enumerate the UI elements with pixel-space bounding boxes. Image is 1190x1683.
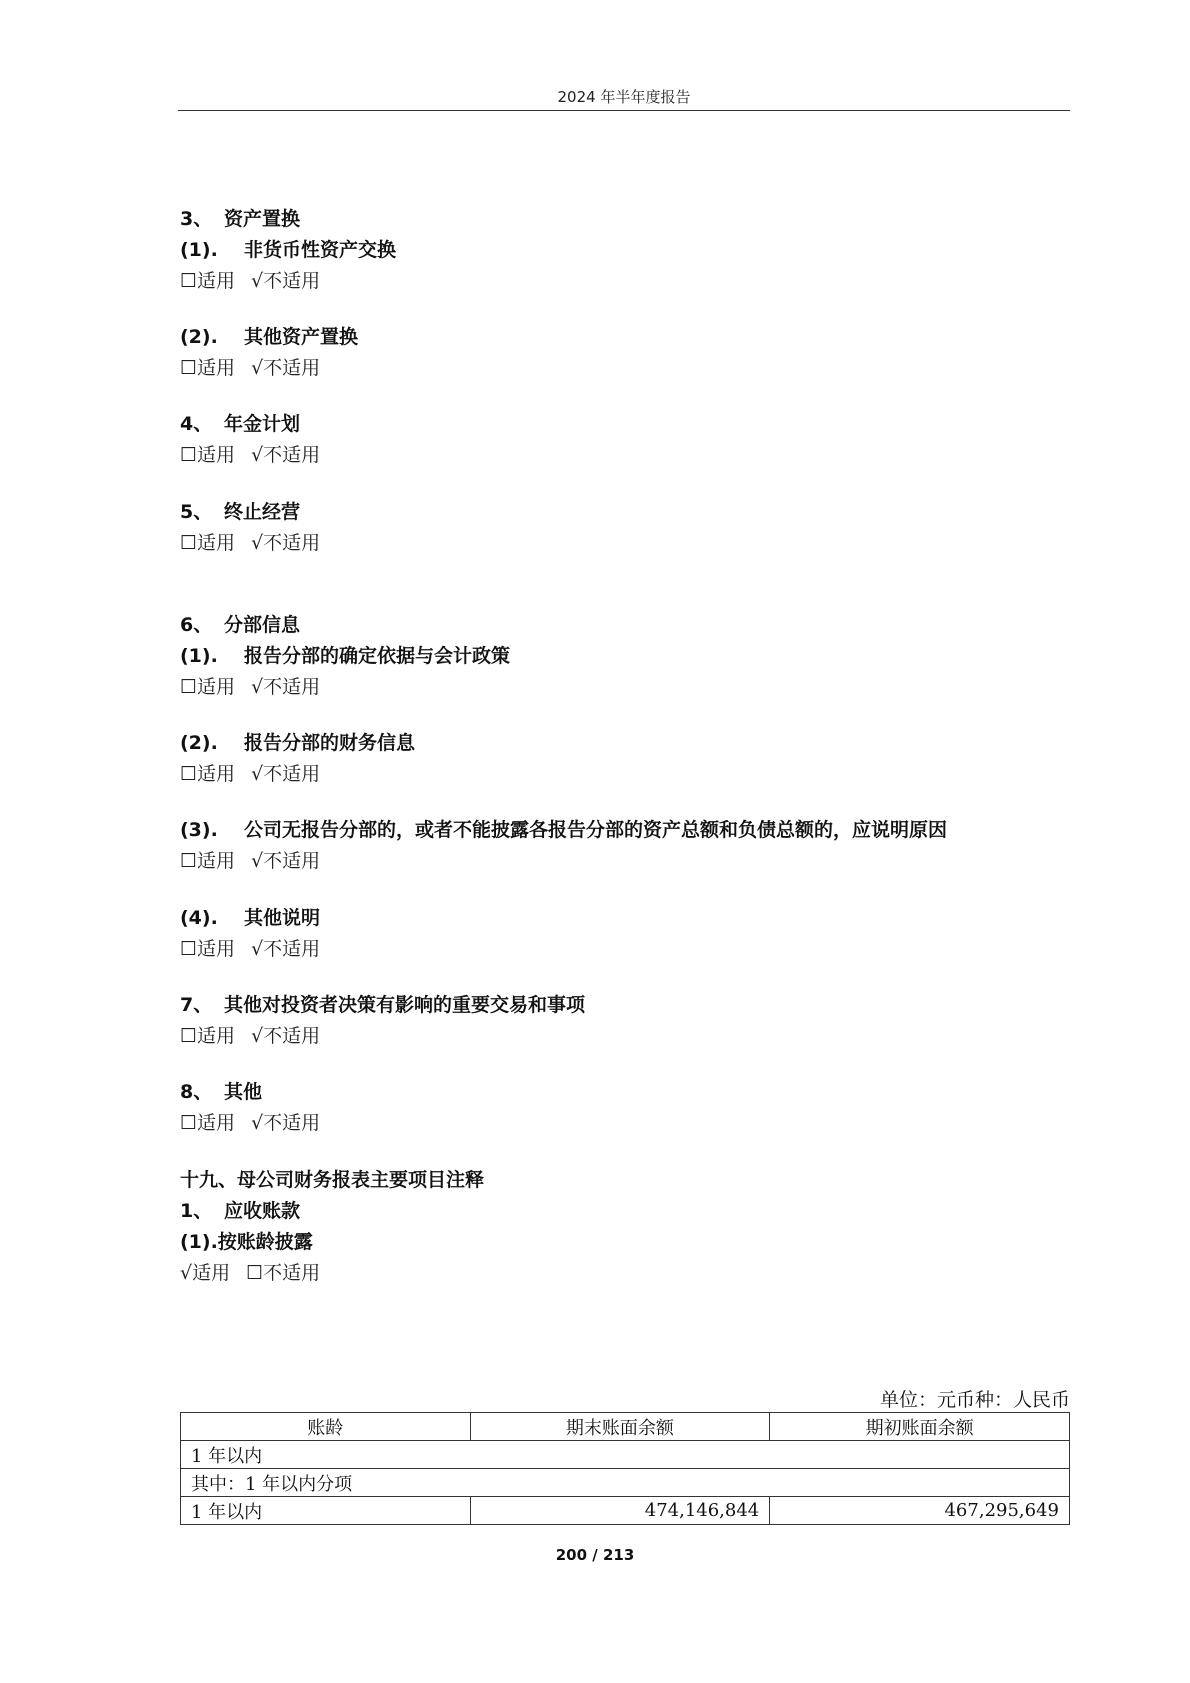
option-applicable: 适用 [197,270,236,292]
ending-balance-cell: 474,146,844 [470,1497,770,1525]
option-applicable: 适用 [197,676,236,698]
applicability-row [180,356,320,380]
unchecked-box-icon: ☐ [180,1112,198,1134]
subsection-title: 其他资产置换 [244,326,359,348]
checkmark-icon: √ [251,850,264,872]
subsection-number: (2). [180,732,218,754]
section-3-1-heading [180,238,396,262]
section-19-1-1-heading: (1).按账龄披露 [180,1231,313,1253]
unchecked-box-icon: ☐ [180,763,198,785]
unchecked-box-icon: ☐ [180,1025,198,1047]
column-header: 账龄 [181,1413,471,1441]
section-6-4-heading [180,906,320,930]
option-not-applicable: 不适用 [263,532,321,554]
checkmark-icon: √ [251,763,264,785]
section-number: 8、 [180,1081,213,1103]
applicability-row [180,849,320,873]
subsection-title: 非货币性资产交换 [244,239,397,261]
table-row [181,1497,1070,1525]
aging-table [180,1412,1070,1525]
section-5-heading [180,500,300,524]
table-row [181,1469,1070,1497]
subsection-title: 报告分部的财务信息 [244,732,416,754]
unchecked-box-icon: ☐ [180,676,198,698]
subsection-title: 其他说明 [244,907,321,929]
option-applicable: 适用 [197,357,236,379]
option-not-applicable: 不适用 [263,763,321,785]
column-header: 期初账面余额 [770,1413,1070,1441]
section-number: 5、 [180,501,213,523]
subsection-number: (4). [180,907,218,929]
checkmark-icon: √ [180,1262,193,1284]
checkmark-icon: √ [251,270,264,292]
column-header: 期末账面余额 [470,1413,770,1441]
option-not-applicable: 不适用 [263,357,321,379]
table-header-row [181,1413,1070,1441]
subsection-number: (1). [180,645,218,667]
subsection-number: (2). [180,326,218,348]
applicability-row [180,1024,320,1048]
page-number: 200 / 213 [555,1546,635,1564]
table-row [181,1441,1070,1469]
section-title: 其他对投资者决策有影响的重要交易和事项 [224,994,586,1016]
beginning-balance-cell: 467,295,649 [770,1497,1070,1525]
section-6-heading [180,613,300,637]
row-label: 其中：1 年以内分项 [181,1469,1070,1497]
section-19-heading: 十九、母公司财务报表主要项目注释 [180,1169,485,1191]
checkmark-icon: √ [251,532,264,554]
unchecked-box-icon: ☐ [180,532,198,554]
unchecked-box-icon: ☐ [180,444,198,466]
section-6-1-heading [180,644,510,668]
option-applicable: 适用 [197,763,236,785]
unchecked-box-icon: ☐ [180,850,198,872]
option-applicable: 适用 [197,1025,236,1047]
header-rule [178,110,1070,111]
section-number: 6、 [180,614,213,636]
checkmark-icon: √ [251,676,264,698]
checkmark-icon: √ [251,938,264,960]
option-applicable: 适用 [197,444,236,466]
section-7-heading [180,993,585,1017]
option-applicable: 适用 [197,532,236,554]
unchecked-box-icon: ☐ [180,270,198,292]
option-not-applicable: 不适用 [263,1112,321,1134]
section-6-2-heading [180,731,415,755]
applicability-row [180,1261,320,1285]
subsection-title: 报告分部的确定依据与会计政策 [244,645,511,667]
unchecked-box-icon: ☐ [180,938,198,960]
option-applicable: 适用 [192,1262,231,1284]
section-number: 7、 [180,994,213,1016]
checkmark-icon: √ [251,1025,264,1047]
subsection-number: (1). [180,239,218,261]
section-number: 3、 [180,208,213,230]
applicability-row [180,762,320,786]
option-applicable: 适用 [197,938,236,960]
unchecked-box-icon: ☐ [246,1262,264,1284]
checkmark-icon: √ [251,357,264,379]
section-19-1-heading [180,1199,300,1223]
applicability-row [180,937,320,961]
section-3-2-heading [180,325,358,349]
section-title: 应收账款 [224,1200,301,1222]
checkmark-icon: √ [251,444,264,466]
section-title: 终止经营 [224,501,301,523]
option-applicable: 适用 [197,1112,236,1134]
section-title: 其他 [224,1081,263,1103]
checkmark-icon: √ [251,1112,264,1134]
section-title: 年金计划 [224,413,301,435]
section-4-heading [180,412,300,436]
section-title: 资产置换 [224,208,301,230]
option-not-applicable: 不适用 [263,1025,321,1047]
applicability-row [180,443,320,467]
option-not-applicable: 不适用 [263,270,321,292]
section-title: 分部信息 [224,614,301,636]
page-header: 2024 年半年度报告 [557,88,691,106]
section-6-3-heading [180,818,947,842]
option-not-applicable: 不适用 [263,444,321,466]
option-applicable: 适用 [197,850,236,872]
section-8-heading [180,1080,262,1104]
row-label: 1 年以内 [181,1441,1070,1469]
applicability-row [180,531,320,555]
subsection-title: 公司无报告分部的，或者不能披露各报告分部的资产总额和负债总额的，应说明原因 [244,819,948,841]
option-not-applicable: 不适用 [263,676,321,698]
subsection-number: (3). [180,819,218,841]
applicability-row [180,269,320,293]
row-label: 1 年以内 [181,1497,471,1525]
section-number: 1、 [180,1200,213,1222]
section-3-heading [180,207,300,231]
applicability-row [180,675,320,699]
unit-note: 单位：元币种：人民币 [879,1389,1070,1411]
option-not-applicable: 不适用 [263,938,321,960]
option-not-applicable: 不适用 [263,850,321,872]
option-not-applicable: 不适用 [263,1262,321,1284]
section-number: 4、 [180,413,213,435]
applicability-row [180,1111,320,1135]
unchecked-box-icon: ☐ [180,357,198,379]
